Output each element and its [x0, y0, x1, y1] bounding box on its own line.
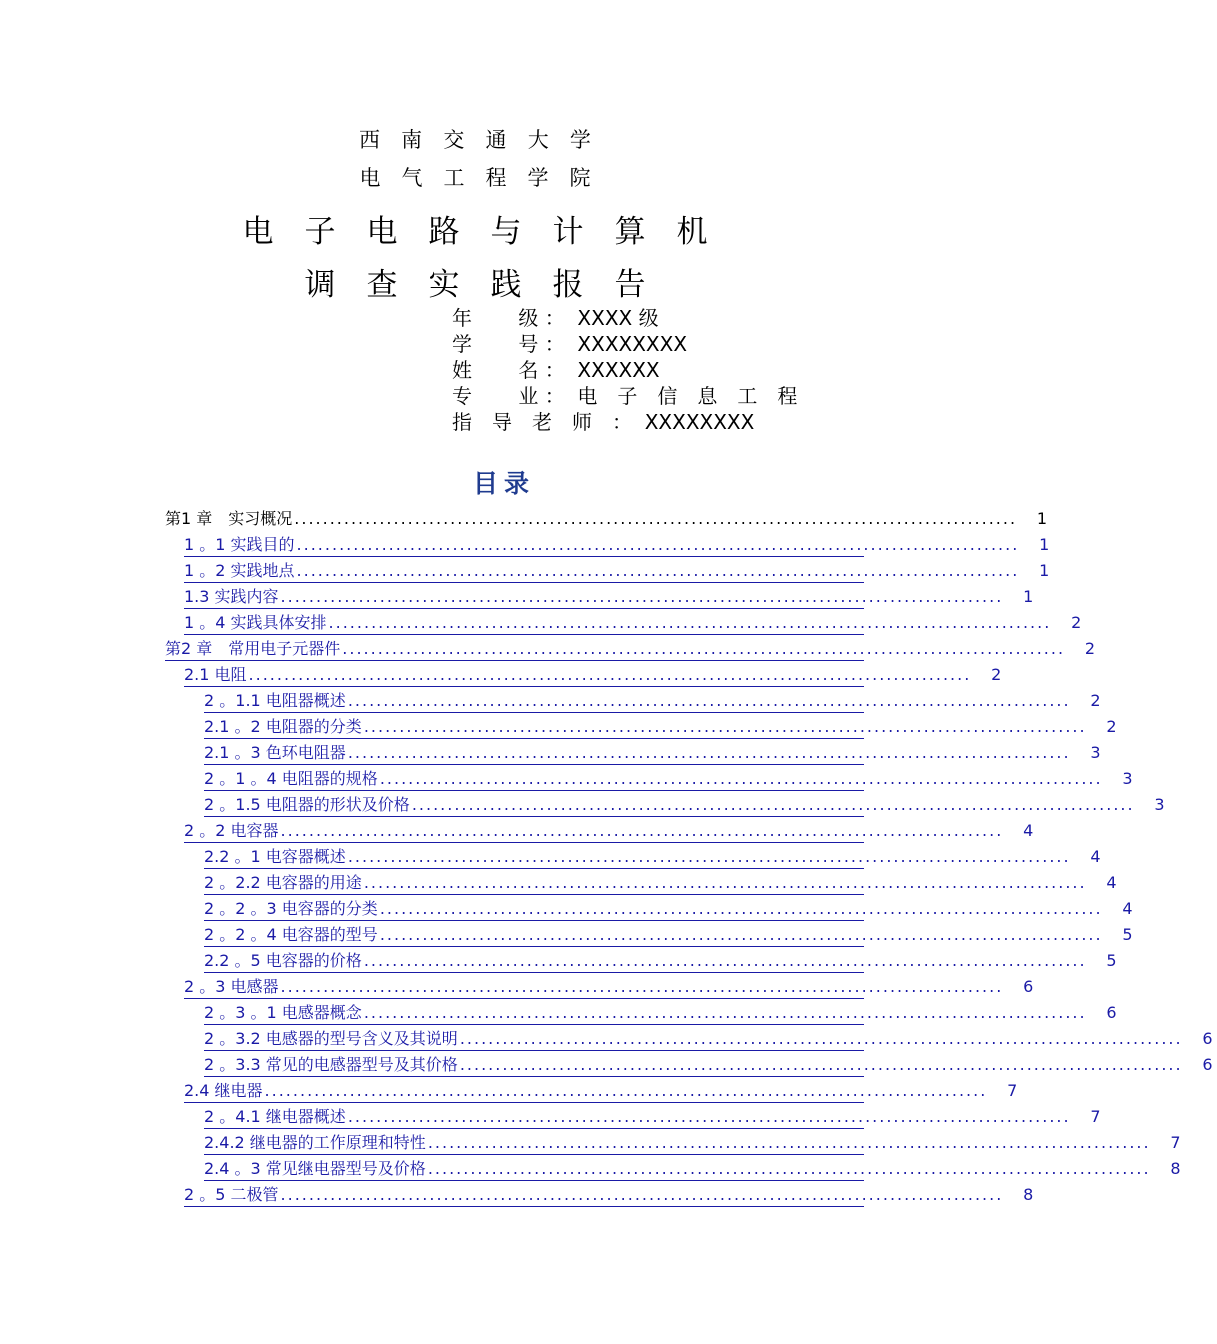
toc-entry-label: 2.4 继电器	[184, 1081, 263, 1100]
toc-entry[interactable]	[204, 768, 1133, 791]
toc-entry-page: 6	[1106, 1003, 1117, 1022]
toc-entry-label: 第1 章 实习概况	[165, 509, 293, 528]
toc-leader-dots: ......................................................................................................	[280, 977, 1004, 996]
toc-entry[interactable]	[184, 664, 1002, 687]
toc-entry-page: 4	[1090, 847, 1101, 866]
toc-entry-page: 3	[1122, 769, 1133, 788]
toc-leader-dots: ......................................................................................................	[296, 561, 1020, 580]
toc-entry	[165, 508, 1048, 530]
toc-entry-page: 7	[1170, 1133, 1181, 1152]
toc-leader-dots: ......................................................................................................	[264, 1081, 988, 1100]
toc-leader-dots: ......................................................................................................	[280, 821, 1004, 840]
toc-leader-dots: ......................................................................................................	[248, 665, 972, 684]
toc-entry-label: 2 。4.1 继电器概述	[204, 1107, 346, 1126]
toc-entry[interactable]	[184, 612, 1082, 635]
toc-entry[interactable]	[184, 820, 1034, 843]
toc-entry-page: 4	[1106, 873, 1117, 892]
toc-entry[interactable]	[204, 716, 1117, 739]
toc-entry[interactable]	[204, 1028, 1213, 1051]
toc-entry-page: 4	[1023, 821, 1034, 840]
toc-leader-dots: ......................................................................................................	[379, 769, 1103, 788]
toc-entry[interactable]	[204, 1054, 1213, 1077]
toc-entry-label: 2 。2.2 电容器的用途	[204, 873, 362, 892]
toc-entry-label: 1 。2 实践地点	[184, 561, 295, 580]
toc-entry[interactable]	[204, 1002, 1117, 1025]
toc-entry-page: 5	[1122, 925, 1133, 944]
toc-leader-dots: ......................................................................................................	[411, 795, 1135, 814]
info-grade: 年 级 ： XXXX 级	[452, 306, 659, 330]
toc-leader-dots: ......................................................................................................	[459, 1055, 1183, 1074]
toc-leader-dots: ......................................................................................................	[280, 1185, 1004, 1204]
toc-entry[interactable]	[204, 1132, 1181, 1155]
toc-entry-label: 1 。1 实践目的	[184, 535, 295, 554]
toc-leader-dots: ......................................................................................................	[459, 1029, 1183, 1048]
toc-entry-label: 2 。1.5 电阻器的形状及价格	[204, 795, 410, 814]
toc-entry[interactable]	[204, 690, 1101, 713]
toc-leader-dots: ......................................................................................................	[328, 613, 1052, 632]
toc-leader-dots: ......................................................................................................	[379, 899, 1103, 918]
toc-entry-page: 2	[1106, 717, 1117, 736]
toc-entry-page: 6	[1202, 1029, 1213, 1048]
toc-entry[interactable]	[204, 950, 1117, 973]
toc-entry-label: 2.1 。3 色环电阻器	[204, 743, 346, 762]
toc-entry-page: 4	[1122, 899, 1133, 918]
toc-entry-page: 1	[1039, 561, 1050, 580]
toc-entry[interactable]	[204, 1158, 1181, 1181]
info-major: 专 业 ： 电 子 信 息 工 程	[452, 384, 798, 408]
toc-entry-page: 2	[1090, 691, 1101, 710]
toc-entry-page: 3	[1154, 795, 1165, 814]
toc-entry-page: 1	[1039, 535, 1050, 554]
toc-entry[interactable]	[204, 898, 1133, 921]
toc-entry-label: 2 。3 电感器	[184, 977, 279, 996]
toc-leader-dots: ......................................................................................................	[427, 1133, 1151, 1152]
toc-leader-dots: ......................................................................................................	[363, 951, 1087, 970]
toc-entry[interactable]	[184, 1184, 1034, 1207]
toc-entry-label: 2 。3.3 常见的电感器型号及其价格	[204, 1055, 458, 1074]
toc-entry-label: 2 。2 电容器	[184, 821, 279, 840]
toc-leader-dots: ......................................................................................................	[294, 509, 1018, 528]
toc-entry-label: 2.2 。5 电容器的价格	[204, 951, 362, 970]
toc-entry-page: 2	[1084, 639, 1096, 658]
toc-leader-dots: ......................................................................................................	[296, 535, 1020, 554]
toc-entry[interactable]	[184, 976, 1034, 999]
toc-entry-page: 1	[1036, 509, 1048, 528]
toc-entry-label: 2 。3 。1 电感器概念	[204, 1003, 362, 1022]
toc-leader-dots: ......................................................................................................	[427, 1159, 1151, 1178]
toc-entry[interactable]	[184, 560, 1050, 583]
toc-entry[interactable]	[204, 924, 1133, 947]
toc-entry[interactable]	[204, 846, 1101, 869]
toc-leader-dots: ......................................................................................................	[379, 925, 1103, 944]
toc-leader-dots: ......................................................................................................	[347, 691, 1071, 710]
toc-entry-label: 2 。3.2 电感器的型号含义及其说明	[204, 1029, 458, 1048]
toc-entry-page: 8	[1023, 1185, 1034, 1204]
toc-entry-page: 5	[1106, 951, 1117, 970]
report-title-line-2: 调 查 实 践 报 告	[304, 267, 646, 303]
toc-entry-label: 2 。5 二极管	[184, 1185, 279, 1204]
toc-entry[interactable]	[204, 1106, 1101, 1129]
toc-entry[interactable]	[184, 1080, 1018, 1103]
toc-heading: 目录	[472, 469, 535, 498]
report-title-line-1: 电 子 电 路 与 计 算 机	[242, 214, 708, 250]
toc-leader-dots: ......................................................................................................	[347, 1107, 1071, 1126]
toc-entry-label: 2.4 。3 常见继电器型号及价格	[204, 1159, 426, 1178]
info-advisor: 指 导 老 师 ： XXXXXXXX	[452, 410, 755, 434]
toc-leader-dots: ......................................................................................................	[347, 743, 1071, 762]
toc-entry-label: 1 。4 实践具体安排	[184, 613, 327, 632]
university-name: 西 南 交 通 大 学	[358, 128, 592, 152]
toc-entry-label: 2 。2 。3 电容器的分类	[204, 899, 378, 918]
toc-entry-page: 7	[1090, 1107, 1101, 1126]
toc-entry-label: 1.3 实践内容	[184, 587, 279, 606]
info-student-id: 学 号 ： XXXXXXXX	[452, 332, 688, 356]
toc-entry[interactable]	[184, 534, 1050, 557]
toc-entry-page: 2	[1071, 613, 1082, 632]
toc-entry-page: 3	[1090, 743, 1101, 762]
info-name: 姓 名 ： XXXXXX	[452, 358, 660, 382]
toc-entry-label: 2.1 。2 电阻器的分类	[204, 717, 362, 736]
toc-entry[interactable]	[204, 794, 1165, 817]
toc-entry-label: 2.1 电阻	[184, 665, 247, 684]
toc-entry-label: 2 。1.1 电阻器概述	[204, 691, 346, 710]
toc-leader-dots: ......................................................................................................	[363, 873, 1087, 892]
toc-entry[interactable]	[184, 586, 1034, 609]
toc-entry-page: 7	[1007, 1081, 1018, 1100]
toc-entry-label: 2.4.2 继电器的工作原理和特性	[204, 1133, 426, 1152]
toc-entry[interactable]	[165, 638, 1096, 661]
toc-entry-page: 6	[1023, 977, 1034, 996]
toc-entry-page: 1	[1023, 587, 1034, 606]
toc-entry[interactable]	[204, 742, 1101, 765]
toc-leader-dots: ......................................................................................................	[363, 1003, 1087, 1022]
toc-entry[interactable]	[204, 872, 1117, 895]
toc-entry-page: 8	[1170, 1159, 1181, 1178]
toc-entry-label: 2 。2 。4 电容器的型号	[204, 925, 378, 944]
toc-entry-label: 2 。1 。4 电阻器的规格	[204, 769, 378, 788]
toc-leader-dots: ......................................................................................................	[347, 847, 1071, 866]
toc-entry-page: 2	[991, 665, 1002, 684]
toc-entry-label: 2.2 。1 电容器概述	[204, 847, 346, 866]
college-name: 电 气 工 程 学 院	[359, 166, 591, 190]
toc-entry-page: 6	[1202, 1055, 1213, 1074]
toc-leader-dots: ......................................................................................................	[280, 587, 1004, 606]
toc-leader-dots: ......................................................................................................	[363, 717, 1087, 736]
toc-leader-dots: ......................................................................................................	[342, 639, 1066, 658]
toc-entry-label: 第2 章 常用电子元器件	[165, 639, 341, 658]
